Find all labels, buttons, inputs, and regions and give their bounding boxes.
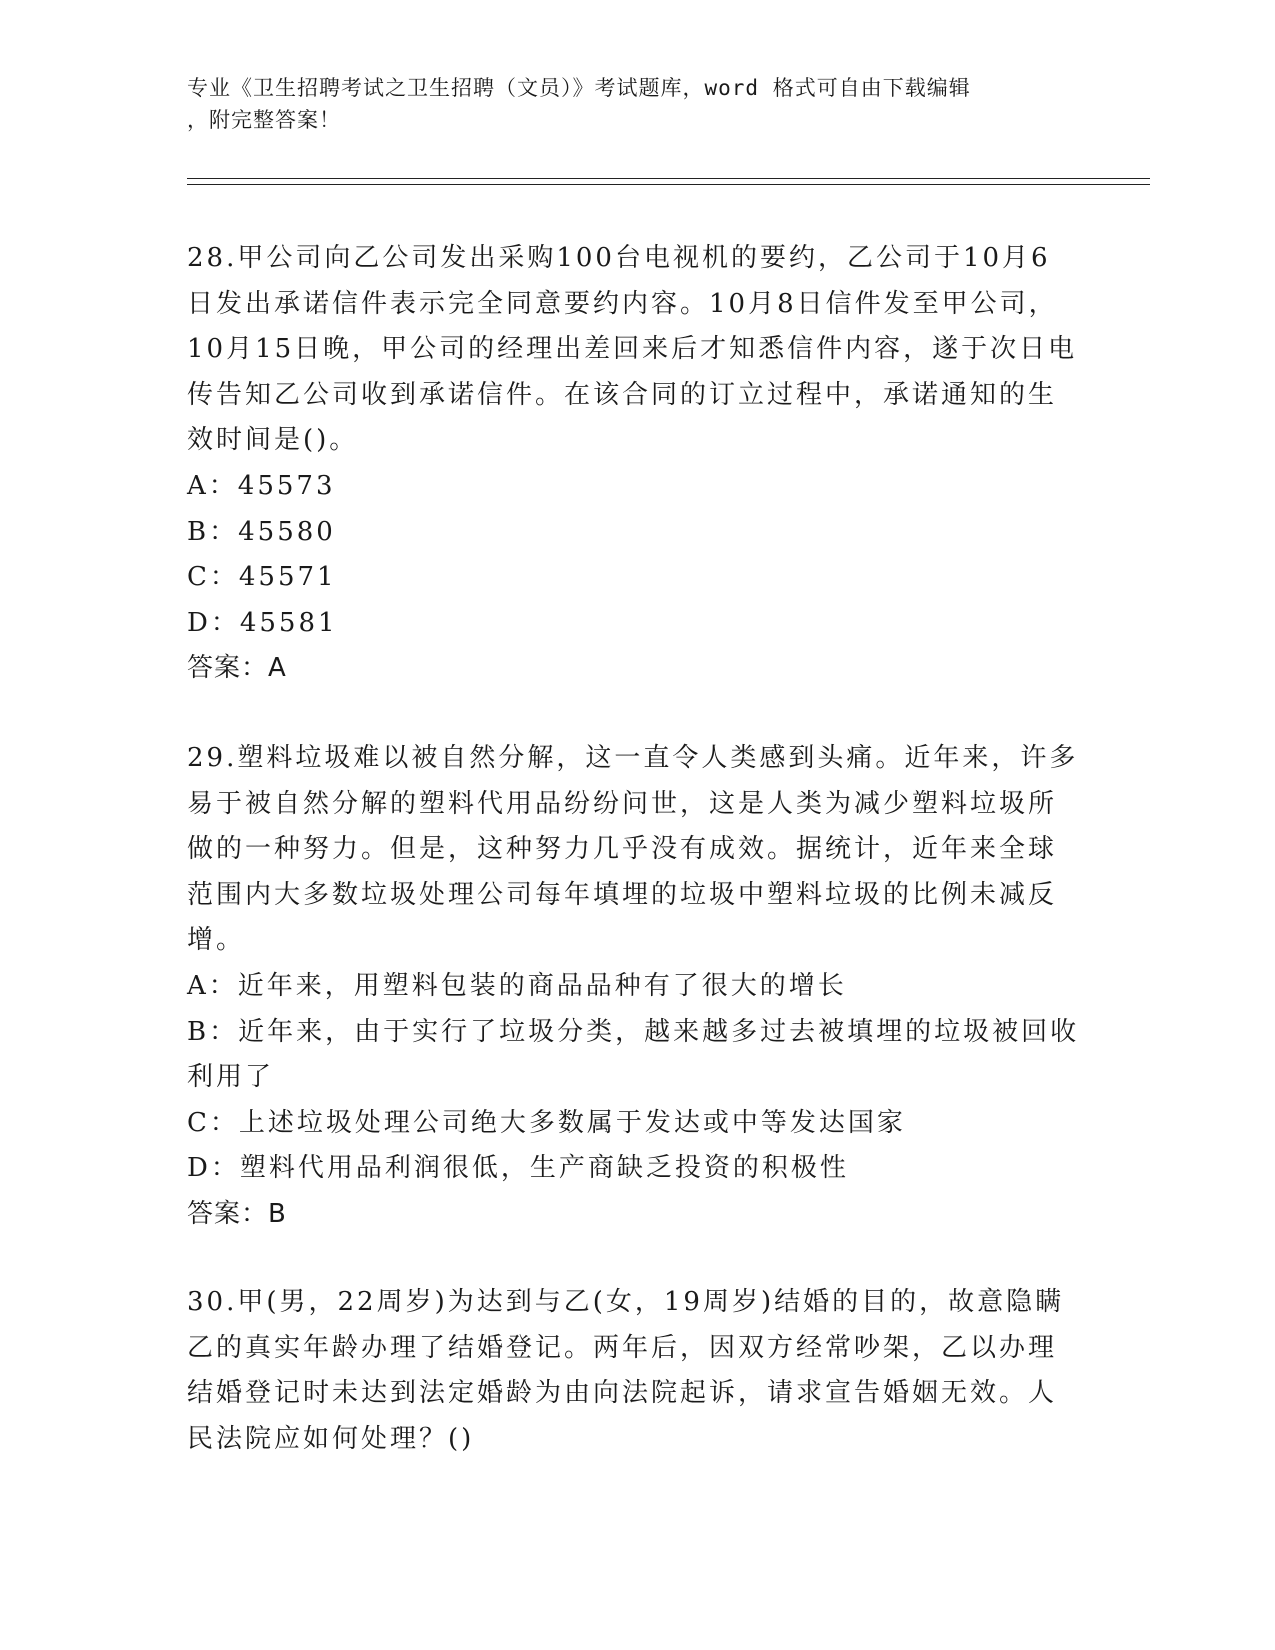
- stem-line: 29.塑料垃圾难以被自然分解，这一直令人类感到头痛。近年来，许多: [187, 743, 1079, 773]
- stem-line: 30.甲(男，22周岁)为达到与乙(女，19周岁)结婚的目的，故意隐瞒: [187, 1287, 1065, 1317]
- stem-line: 结婚登记时未达到法定婚龄为由向法院起诉，请求宣告婚姻无效。人: [187, 1378, 1058, 1409]
- header-divider-bottom: [187, 184, 1150, 185]
- stem-line: 传告知乙公司收到承诺信件。在该合同的订立过程中，承诺通知的生: [187, 379, 1058, 410]
- stem-line: 乙的真实年龄办理了结婚登记。两年后，因双方经常吵架，乙以办理: [187, 1332, 1058, 1363]
- option-d: D：塑料代用品利润很低，生产商缺乏投资的积极性: [187, 1153, 849, 1184]
- stem-line: 民法院应如何处理？(): [187, 1423, 475, 1454]
- stem-line: 范围内大多数垃圾处理公司每年填埋的垃圾中塑料垃圾的比例未减反: [187, 879, 1058, 910]
- option-a: A：近年来，用塑料包装的商品品种有了很大的增长: [187, 970, 847, 1001]
- option-b-continued: 利用了: [187, 1062, 275, 1093]
- option-b: B：45580: [187, 516, 336, 547]
- option-c: C：45571: [187, 562, 337, 593]
- option-d: D：45581: [187, 607, 338, 638]
- header-divider-top: [187, 178, 1150, 179]
- stem-line: 易于被自然分解的塑料代用品纷纷问世，这是人类为减少塑料垃圾所: [187, 788, 1058, 819]
- header-line-2: ，附完整答案！: [187, 108, 341, 132]
- document-header: [187, 72, 1067, 136]
- question-stem: [187, 1280, 1087, 1462]
- question-30: [187, 1280, 1087, 1462]
- question-29: [187, 736, 1087, 1238]
- option-list: [187, 464, 1087, 646]
- stem-line: 10月15日晚，甲公司的经理出差回来后才知悉信件内容，遂于次日电: [187, 334, 1078, 365]
- option-list: [187, 964, 1087, 1192]
- question-stem: [187, 736, 1087, 964]
- stem-line: 效时间是()。: [187, 425, 359, 456]
- option-c: C：上述垃圾处理公司绝大多数属于发达或中等发达国家: [187, 1107, 906, 1138]
- answer-label: 答案：A: [187, 653, 287, 684]
- question-28: [187, 236, 1087, 692]
- answer-label: 答案：B: [187, 1198, 287, 1229]
- question-stem: [187, 236, 1087, 464]
- stem-line: 做的一种努力。但是，这种努力几乎没有成效。据统计，近年来全球: [187, 834, 1058, 865]
- stem-line: 28.甲公司向乙公司发出采购100台电视机的要约，乙公司于10月6: [187, 243, 1051, 273]
- stem-line: 日发出承诺信件表示完全同意要约内容。10月8日信件发至甲公司，: [187, 288, 1058, 319]
- header-line-1: 专业《卫生招聘考试之卫生招聘（文员）》考试题库，word 格式可自由下载编辑: [187, 76, 971, 100]
- option-b: B：近年来，由于实行了垃圾分类，越来越多过去被填埋的垃圾被回收: [187, 1016, 1080, 1047]
- stem-line: 增。: [187, 925, 246, 956]
- option-a: A：45573: [187, 470, 336, 501]
